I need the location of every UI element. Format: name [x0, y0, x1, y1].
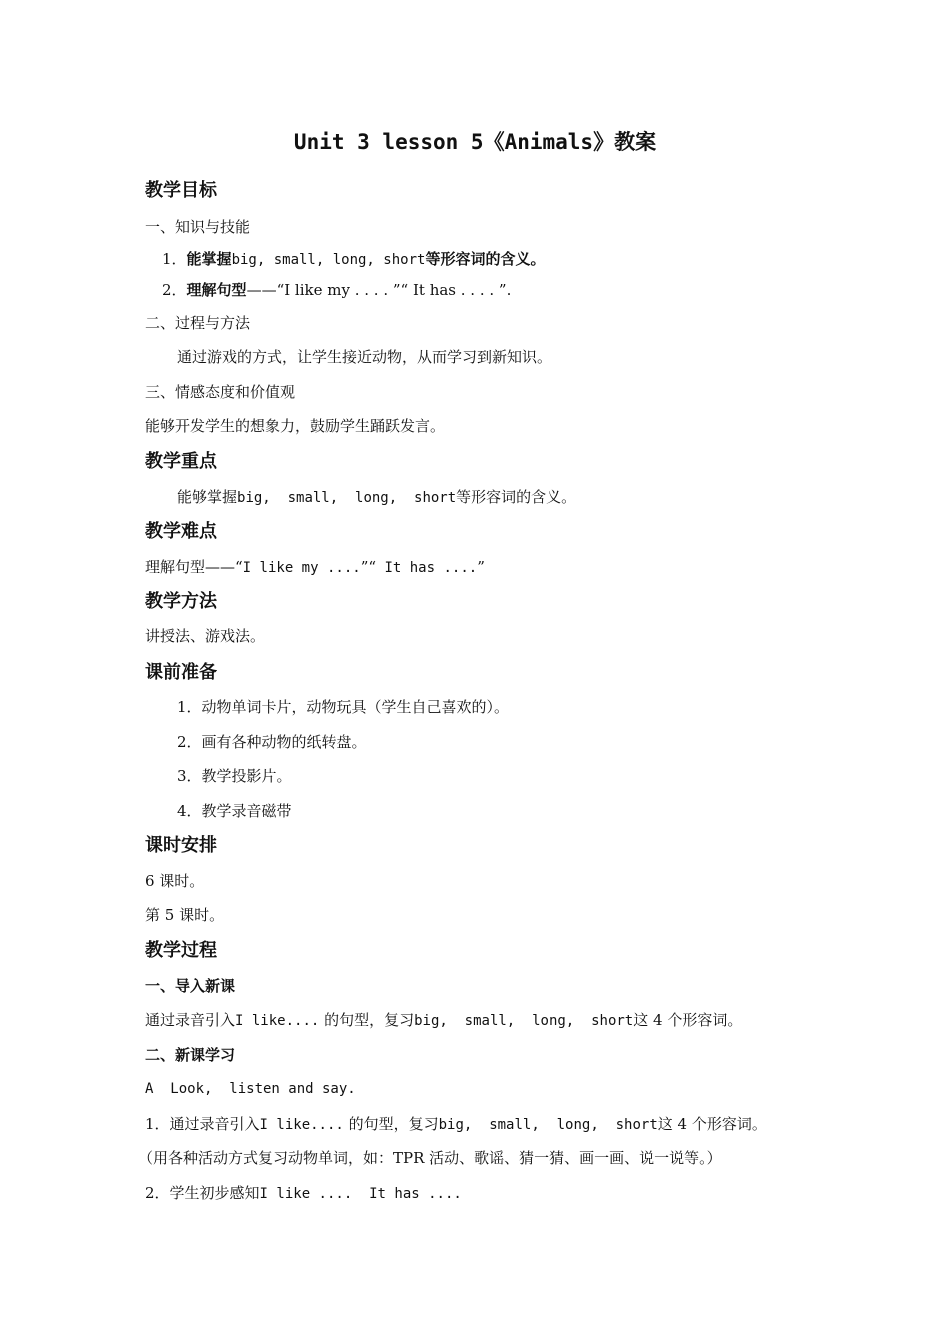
difficulties-text [145, 557, 485, 578]
emotion-heading: 三、情感态度和价值观 [145, 383, 296, 401]
emotion-text: 能够开发学生的想象力，鼓励学生踊跃发言。 [145, 417, 446, 435]
step-1-words: big, small, long, short [438, 1117, 658, 1133]
schedule-heading: 课时安排 [145, 835, 217, 856]
preparation-item-3: 3．教学投影片。 [177, 767, 292, 785]
key-points-lead: 能够掌握 [177, 488, 238, 506]
preparation-heading: 课前准备 [145, 662, 217, 683]
section-a-title: A Look, listen and say. [145, 1081, 356, 1097]
step-1 [145, 1114, 767, 1135]
methods-text: 讲授法、游戏法。 [145, 627, 266, 645]
schedule-line-1: 6 课时。 [145, 872, 205, 890]
intro-pattern: I like.... [235, 1013, 320, 1029]
objective-item-2 [162, 280, 511, 300]
knowledge-heading: 一、知识与技能 [145, 218, 251, 236]
key-points-heading: 教学重点 [145, 451, 217, 472]
key-points-words: big, small, long, short [237, 490, 457, 506]
difficulties-heading: 教学难点 [145, 521, 217, 542]
key-points-text [177, 487, 576, 508]
objective-item-2-lead: 理解句型 [186, 281, 247, 299]
objectives-heading: 教学目标 [145, 180, 217, 201]
key-points-tail: 等形容词的含义。 [456, 488, 577, 506]
difficulties-lead: 理解句型——“ [145, 558, 243, 576]
intro-text [145, 1010, 742, 1031]
step-1-mid: 的句型，复习 [343, 1115, 439, 1133]
methods-heading: 教学方法 [145, 591, 217, 612]
step-2-pattern: I like .... It has .... [259, 1186, 462, 1202]
difficulties-quote-end: ” [477, 558, 485, 576]
step-1-pattern: I like.... [259, 1117, 344, 1133]
intro-tail: 这 4 个形容词。 [633, 1011, 743, 1029]
objective-item-1 [162, 249, 545, 270]
intro-lead: 通过录音引入 [145, 1011, 236, 1029]
step-1-lead: 1．通过录音引入 [145, 1115, 260, 1133]
intro-mid: 的句型，复习 [319, 1011, 415, 1029]
step-2-lead: 2．学生初步感知 [145, 1184, 260, 1202]
difficulties-pattern-2: It has .... [376, 560, 478, 576]
process-heading: 二、过程与方法 [145, 314, 251, 332]
document-title: Unit 3 lesson 5《Animals》教案 [293, 130, 657, 154]
step-1-tail: 这 4 个形容词。 [657, 1115, 767, 1133]
preparation-item-2: 2．画有各种动物的纸转盘。 [177, 733, 367, 751]
preparation-item-4: 4．教学录音磁带 [177, 802, 292, 820]
difficulties-pattern-1: I like my .... [242, 560, 361, 576]
step-1-note: （用各种活动方式复习动物单词，如：TPR 活动、歌谣、猜一猜、画一画、说一说等。） [138, 1149, 722, 1167]
intro-heading: 一、导入新课 [145, 977, 236, 995]
intro-words: big, small, long, short [414, 1013, 634, 1029]
objective-item-1-words: big, small, long, short [231, 252, 426, 268]
difficulties-quote-mid: ”“ [360, 558, 377, 576]
objective-item-2-number: 2． [162, 281, 187, 299]
schedule-line-2: 第 5 课时。 [145, 906, 225, 924]
step-2 [145, 1183, 462, 1204]
procedure-heading: 教学过程 [145, 940, 217, 961]
objective-item-1-tail: 等形容词的含义。 [425, 250, 546, 268]
preparation-item-1: 1．动物单词卡片，动物玩具（学生自己喜欢的）。 [177, 698, 510, 716]
new-lesson-heading: 二、新课学习 [145, 1046, 236, 1064]
objective-item-2-pattern: ——“I like my . . . . ”“ It has . . . . ”. [246, 281, 512, 299]
objective-item-1-lead: 能掌握 [186, 250, 232, 268]
process-text: 通过游戏的方式，让学生接近动物，从而学习到新知识。 [177, 348, 553, 366]
objective-item-1-number: 1． [162, 250, 187, 268]
